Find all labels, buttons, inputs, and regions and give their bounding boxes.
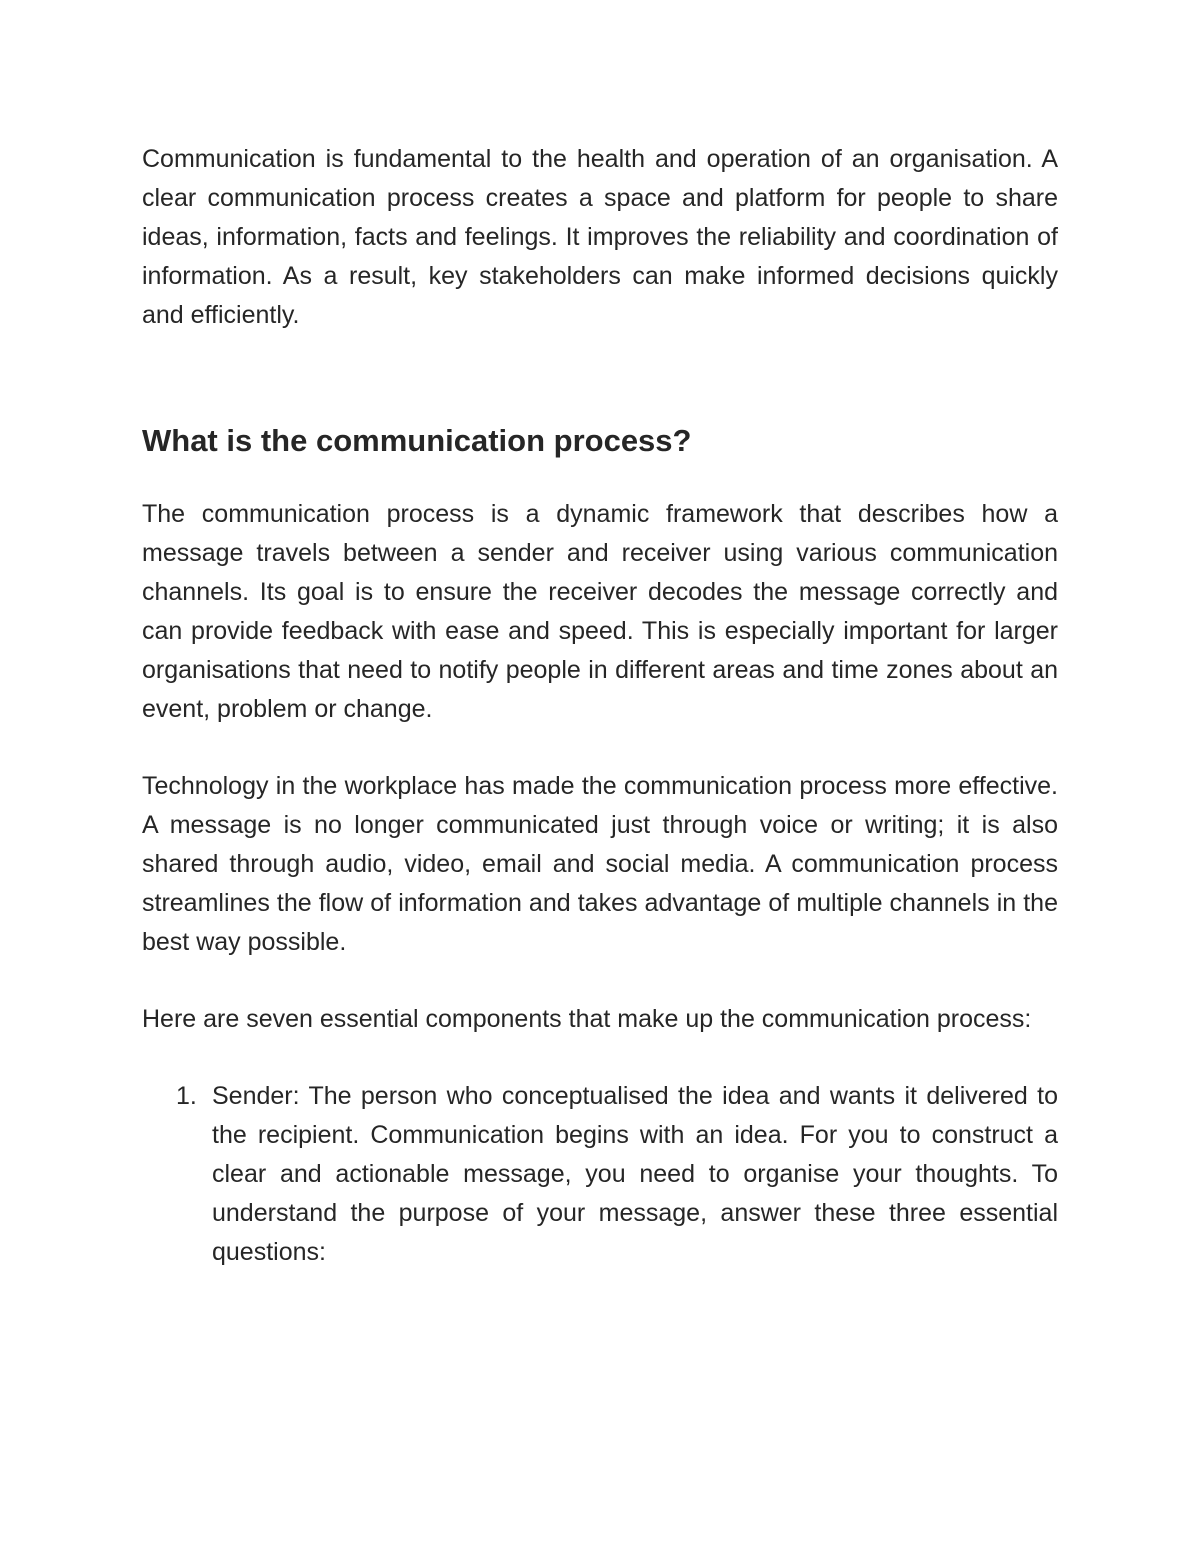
list-item xyxy=(142,1077,1058,1272)
list-item-number: 1. xyxy=(176,1082,197,1110)
section-heading: What is the communication process? xyxy=(142,423,692,458)
list-intro-paragraph: Here are seven essential components that make up the communication process: xyxy=(142,1005,1032,1033)
intro-paragraph: Communication is fundamental to the health and operation of an organisation. A clear communication process creates a space and platform for people to share ideas, information, facts and feelings. It improves the reliability and coordination of information. As a result, key stakeholders can make informed decisions quickly and efficiently. xyxy=(142,145,1058,329)
list-item-text: Sender: The person who conceptualised the idea and wants it delivered to the recipient. Communication begins with an idea. For you to construct a clear and actionable message, you need to organise your thoughts. To understand the purpose of your message, answer these three essential questions: xyxy=(212,1082,1058,1266)
body-paragraph: Technology in the workplace has made the communication process more effective. A message is no longer communicated just through voice or writing; it is also shared through audio, video, email and social media. A communication process streamlines the flow of information and takes advantage of multiple channels in the best way possible. xyxy=(142,772,1058,956)
body-paragraph: The communication process is a dynamic framework that describes how a message travels between a sender and receiver using various communication channels. Its goal is to ensure the receiver decodes the message correctly and can provide feedback with ease and speed. This is especially important for larger organisations that need to notify people in different areas and time zones about an event, problem or change. xyxy=(142,500,1058,723)
components-list xyxy=(142,1077,1058,1272)
document-page xyxy=(142,140,1058,1272)
